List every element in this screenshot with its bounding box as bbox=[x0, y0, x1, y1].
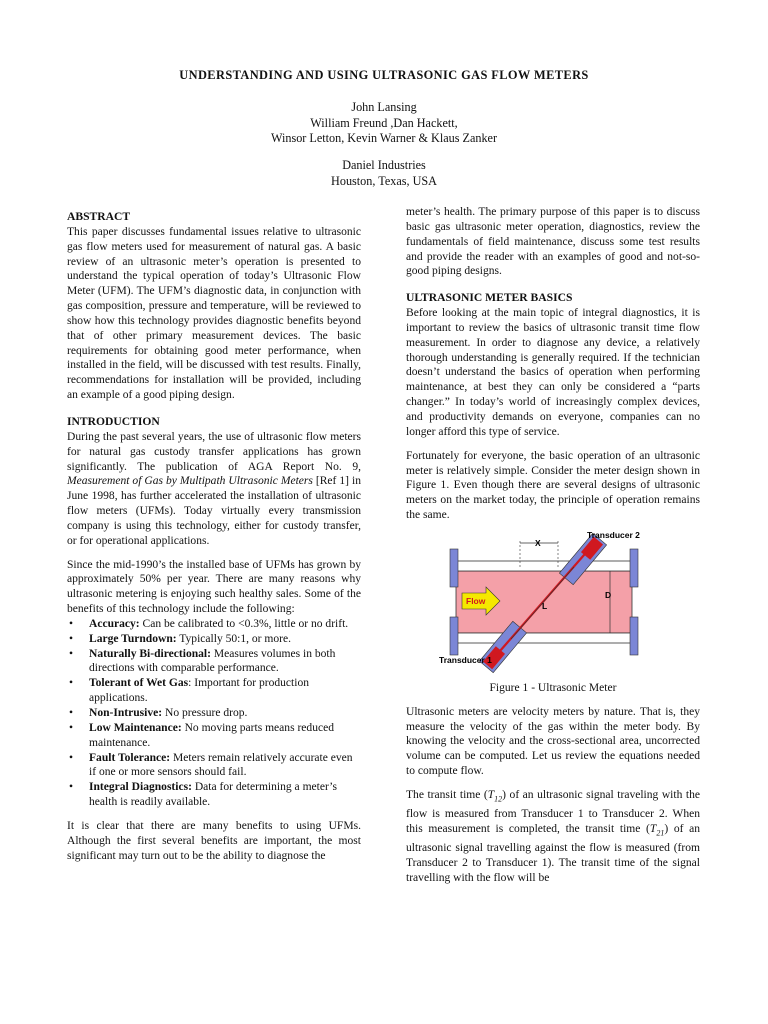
flange-right bbox=[630, 549, 638, 587]
affiliation-line: Houston, Texas, USA bbox=[331, 173, 437, 188]
list-item: • Integral Diagnostics: Data for determining a meter’s health is readily available. bbox=[67, 780, 361, 810]
paper-title: UNDERSTANDING AND USING ULTRASONIC GAS FLOW METERS bbox=[179, 68, 589, 82]
list-item: • Fault Tolerance: Meters remain relatively accurate even if one or more sensors should fail. bbox=[67, 751, 361, 781]
author-line: John Lansing bbox=[351, 100, 417, 114]
left-column bbox=[67, 210, 361, 863]
meter-basics-paragraph-3: Ultrasonic meters are velocity meters by nature. That is, they measure the velocity of the gas within the meter body. By knowing the velocity and the cross-sectional area, uncorrected volume can be computed. Let us review the equations needed to compute flow. bbox=[406, 705, 700, 778]
introduction-continuation: meter’s health. The primary purpose of this paper is to discuss basic gas ultrasonic meter operation, diagnostics, review the fundamentals of field maintenance, discuss some test results and provide the reader with an examples of good and not-so-good piping designs. bbox=[406, 206, 700, 278]
list-item: • Tolerant of Wet Gas: Important for production applications. bbox=[67, 676, 361, 706]
flange-left bbox=[450, 549, 458, 587]
list-item: • Naturally Bi-directional: Measures volumes in both directions with comparable performance. bbox=[67, 647, 361, 677]
meter-basics-heading: ULTRASONIC METER BASICS bbox=[406, 291, 573, 305]
affiliation bbox=[0, 158, 768, 189]
meter-basics-paragraph-1: Before looking at the main topic of integral diagnostics, it is important to review the basics of ultrasonic transit time flow measurement. In order to diagnose any device, a relatively thorough understanding is generally required. If the technician doesn’t understand the basics of operation when performing maintenance, at best they can only be considered a “parts changer.” In today’s world of increasingly complex devices, and productivity demands on everyone, companies can no longer afford this type of service. bbox=[406, 307, 700, 438]
ultrasonic-meter-figure bbox=[406, 531, 700, 681]
introduction-heading: INTRODUCTION bbox=[67, 414, 160, 428]
author-line: Winsor Letton, Kevin Warner & Klaus Zanker bbox=[270, 131, 498, 145]
l-label: L bbox=[542, 600, 548, 611]
meter-basics-paragraph-4: The transit time $(T_{12})$ of an ultrasonic signal traveling with the flow is measured from Transducer 1 to Transducer 2. When this measurement is completed, the transit time $(T_{21})$ of an ultrasonic signal travelling against the flow is measured (from Transducer 2 to Transducer 1). The transit time of the signal travelling with the flow will be bbox=[406, 788, 700, 884]
transducer-1-label: Transducer 1 bbox=[439, 654, 492, 665]
introduction-paragraph-2: Since the mid-1990’s the installed base of UFMs has grown by approximately 50% per year. There are many reasons why ultrasonic metering is enjoying such healthy sales. Some of the benefits of this technology include the following: bbox=[67, 558, 361, 616]
list-item: • Non-Intrusive: No pressure drop. bbox=[67, 706, 361, 721]
x-label: X bbox=[535, 537, 541, 548]
benefits-list bbox=[67, 617, 361, 810]
author-line: William Freund ,Dan Hackett, bbox=[310, 115, 458, 130]
right-column bbox=[406, 205, 700, 886]
abstract-text: This paper discusses fundamental issues relative to ultrasonic gas flow meters used for measurement of natural gas. A basic review of an ultrasonic meter’s operation is presented to understand the typical operation of today’s Ultrasonic Flow Meter (UFM). The UFM’s diagnostic data, in conjunction with gas composition, pressure and temperature, will be reviewed to show how this technology provides diagnostic benefits beyond that of other primary measurement devices. The basic requirements for obtaining good meter performance, when installed in the field, will be discussed with test results. Finally, recommendations for installation will be provided, including an example of a good piping design. bbox=[67, 225, 361, 402]
figure-caption: Figure 1 - Ultrasonic Meter bbox=[489, 681, 617, 694]
meter-diagram bbox=[406, 531, 700, 681]
flange-right-lower bbox=[630, 617, 638, 655]
d-label: D bbox=[605, 589, 612, 600]
transducer-2-label: Transducer 2 bbox=[587, 530, 640, 540]
pipe-wall-bottom bbox=[456, 633, 632, 643]
list-item: • Large Turndown: Typically 50:1, or more. bbox=[67, 632, 361, 647]
flow-label: Flow bbox=[466, 595, 486, 606]
pipe-wall-top bbox=[456, 561, 632, 571]
meter-basics-paragraph-2: Fortunately for everyone, the basic operation of an ultrasonic meter is relatively simple. Consider the meter design shown in Figure 1. Even though there are several designs of ultrasonic meters on the market today, the principle of operation remains the same. bbox=[406, 449, 700, 522]
list-item: • Low Maintenance: No moving parts means reduced maintenance. bbox=[67, 721, 361, 751]
affiliation-line: Daniel Industries bbox=[342, 158, 426, 172]
introduction-paragraph-1: During the past several years, the use of ultrasonic flow meters for natural gas custody transfer applications has grown significantly. The publication of AGA Report No. 9, Measurement of Gas by Multipath Ultrasonic Meters [Ref 1] in June 1998, has further accelerated the installation of ultrasonic flow meters (UFMs). Today virtually every transmission company is using this technology, either for custody transfer, or for operational applications. bbox=[67, 430, 361, 547]
flange-left-lower bbox=[450, 617, 458, 655]
aga-report-title: Measurement of Gas by Multipath Ultrasonic Meters bbox=[67, 475, 313, 488]
abstract-heading: ABSTRACT bbox=[67, 210, 131, 223]
author-list bbox=[0, 100, 768, 147]
list-item: • Accuracy: Can be calibrated to <0.3%, little or no drift. bbox=[67, 617, 361, 632]
introduction-paragraph-3: It is clear that there are many benefits to using UFMs. Although the first several benefits are important, the most significant may turn out to be the ability to diagnose the bbox=[67, 819, 361, 862]
